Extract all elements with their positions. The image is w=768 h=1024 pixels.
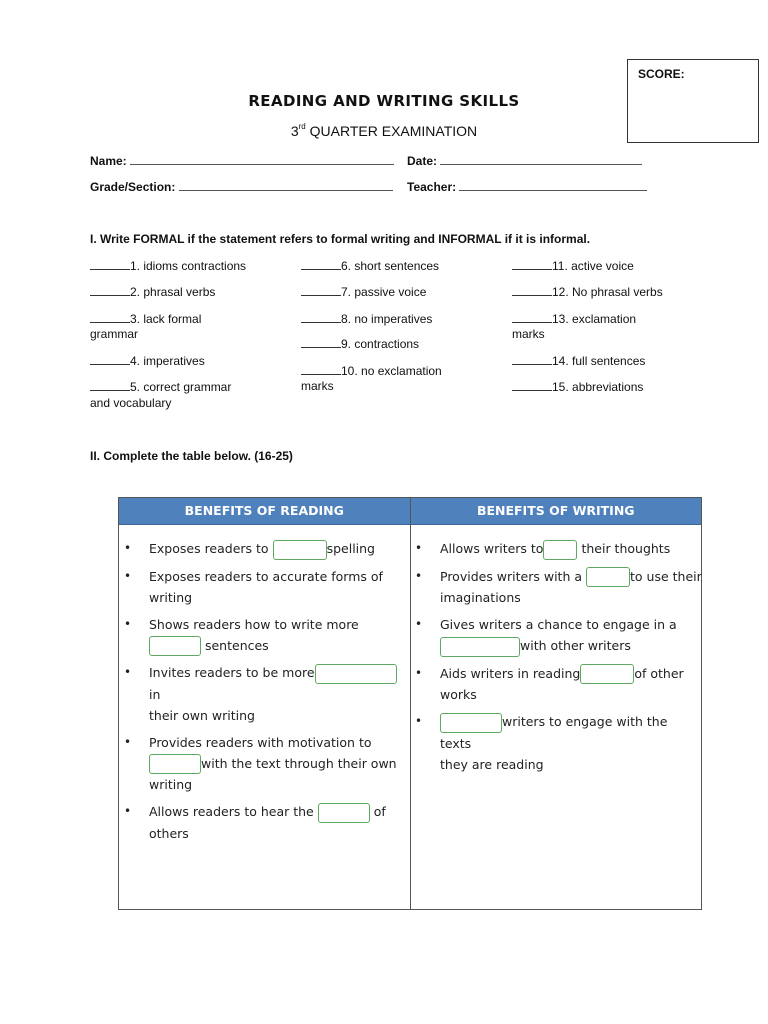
teacher-line[interactable] [459, 179, 647, 191]
answer-blank[interactable] [90, 380, 130, 391]
item-text: 6. short sentences [341, 259, 440, 273]
answer-box[interactable] [543, 540, 577, 560]
item-text: works [440, 687, 477, 702]
list-item[interactable] [90, 259, 246, 274]
list-item[interactable] [512, 312, 636, 327]
list-item[interactable] [90, 380, 231, 395]
list-item[interactable] [512, 259, 634, 274]
list-item [410, 614, 702, 657]
item-text: 7. passive voice [341, 285, 427, 299]
answer-blank[interactable] [512, 312, 552, 323]
item-text: 10. no exclamation [341, 364, 442, 378]
item-text: spelling [326, 541, 375, 556]
item-text: Allows readers to hear the [149, 804, 314, 819]
item-text: 15. abbreviations [552, 380, 644, 394]
date-field[interactable] [407, 153, 642, 168]
answer-blank[interactable] [90, 312, 130, 323]
grade-field[interactable] [90, 179, 393, 194]
item-text: with other writers [520, 638, 631, 653]
date-line[interactable] [440, 153, 642, 165]
list-item[interactable] [301, 312, 432, 327]
list-item [119, 566, 410, 608]
date-label: Date: [407, 154, 438, 168]
item-text: Exposes readers to [149, 541, 269, 556]
item-text: others [149, 825, 189, 841]
list-item [119, 614, 410, 657]
answer-blank[interactable] [90, 259, 130, 270]
header-writing: BENEFITS OF WRITING [476, 503, 635, 518]
subtitle-text: QUARTER EXAMINATION [305, 123, 478, 139]
answer-box[interactable] [273, 540, 327, 560]
list-item[interactable] [90, 354, 205, 369]
item-text: Allows writers to [440, 541, 544, 556]
list-item [410, 663, 702, 706]
item-text: 5. correct grammar [130, 380, 232, 394]
grade-label: Grade/Section: [90, 180, 176, 194]
name-line[interactable] [130, 153, 394, 165]
answer-blank[interactable] [301, 364, 341, 375]
answer-box[interactable] [149, 754, 201, 774]
answer-box[interactable] [586, 567, 630, 587]
item-text: 9. contractions [341, 337, 420, 351]
answer-blank[interactable] [90, 285, 130, 296]
item-text: 8. no imperatives [341, 312, 433, 326]
item-text: Provides writers with a [440, 568, 583, 584]
list-item [410, 711, 702, 775]
subtitle-superscript: rd [298, 122, 306, 131]
answer-box[interactable] [580, 664, 634, 684]
list-item [119, 538, 410, 560]
grade-line[interactable] [179, 179, 393, 191]
list-item[interactable] [301, 285, 426, 300]
item-text: Shows readers how to write more [149, 616, 359, 632]
list-item[interactable] [512, 354, 645, 369]
list-item[interactable] [301, 259, 439, 274]
item-text: 14. full sentences [552, 354, 646, 368]
section2-instruction: II. Complete the table below. (16-25) [90, 449, 293, 463]
item-text-cont: and vocabulary [90, 396, 172, 410]
item-text: 12. No phrasal verbs [552, 285, 663, 299]
list-item[interactable] [301, 364, 442, 379]
list-item[interactable] [90, 312, 201, 327]
subtitle-number: 3 [290, 123, 299, 139]
item-text: Gives writers a chance to engage in a [440, 617, 677, 632]
item-text: 13. exclamation [552, 312, 637, 326]
item-text: writing [149, 777, 193, 792]
item-text: 2. phrasal verbs [130, 285, 216, 299]
list-item[interactable] [301, 337, 419, 352]
answer-blank[interactable] [301, 259, 341, 270]
header-reading: BENEFITS OF READING [119, 498, 411, 524]
score-label: SCORE: [638, 67, 685, 81]
answer-blank[interactable] [301, 337, 341, 348]
answer-box[interactable] [318, 803, 370, 823]
answer-blank[interactable] [512, 285, 552, 296]
answer-box[interactable] [440, 713, 502, 733]
item-text-cont: grammar [90, 327, 139, 341]
list-item[interactable] [90, 285, 215, 300]
teacher-label: Teacher: [407, 180, 457, 194]
list-item [119, 732, 410, 796]
list-item [119, 801, 410, 844]
item-text: they are reading [440, 756, 544, 772]
item-text: sentences [204, 637, 269, 653]
item-text: Exposes readers to accurate forms of [149, 568, 383, 584]
item-text: writers to engage with the texts [440, 714, 668, 751]
item-text: Aids writers in reading [440, 665, 581, 681]
answer-blank[interactable] [301, 312, 341, 323]
writing-column [410, 538, 702, 781]
list-item[interactable] [512, 285, 663, 300]
answer-box[interactable] [315, 664, 397, 684]
item-text: their thoughts [581, 541, 671, 556]
item-text: imaginations [440, 590, 521, 605]
answer-box[interactable] [440, 637, 520, 657]
item-text: with the text through their own [201, 755, 397, 771]
item-text: of [373, 804, 386, 819]
page-subtitle [0, 123, 768, 139]
item-text: writing [149, 589, 193, 605]
page-title: READING AND WRITING SKILLS [248, 92, 520, 110]
item-text: their own writing [149, 707, 255, 723]
item-text: 1. idioms contractions [130, 259, 247, 273]
list-item [119, 662, 410, 726]
answer-blank[interactable] [512, 354, 552, 365]
teacher-field[interactable] [407, 179, 647, 194]
answer-box[interactable] [149, 636, 201, 656]
answer-blank[interactable] [301, 285, 341, 296]
answer-blank[interactable] [512, 259, 552, 270]
name-field[interactable] [90, 153, 394, 168]
item-text-cont: marks [512, 327, 545, 341]
list-item [410, 538, 702, 560]
name-label: Name: [90, 154, 127, 168]
reading-column [119, 538, 410, 850]
list-item [410, 566, 702, 609]
answer-blank[interactable] [512, 380, 552, 391]
item-text: Invites readers to be more [149, 665, 315, 680]
answer-blank[interactable] [90, 354, 130, 365]
item-text: 11. active voice [552, 259, 634, 273]
benefits-table [118, 497, 702, 910]
item-text: Provides readers with motivation to [149, 734, 372, 750]
item-text: 4. imperatives [130, 354, 205, 368]
item-text: in [149, 686, 161, 702]
item-text: 3. lack formal [130, 312, 202, 326]
item-text-cont: marks [301, 379, 334, 393]
list-item[interactable] [512, 380, 643, 395]
item-text: to use their [630, 568, 702, 584]
item-text: of other [634, 665, 684, 681]
section1-instruction: I. Write FORMAL if the statement refers to formal writing and INFORMAL if it is informal. [90, 232, 591, 246]
